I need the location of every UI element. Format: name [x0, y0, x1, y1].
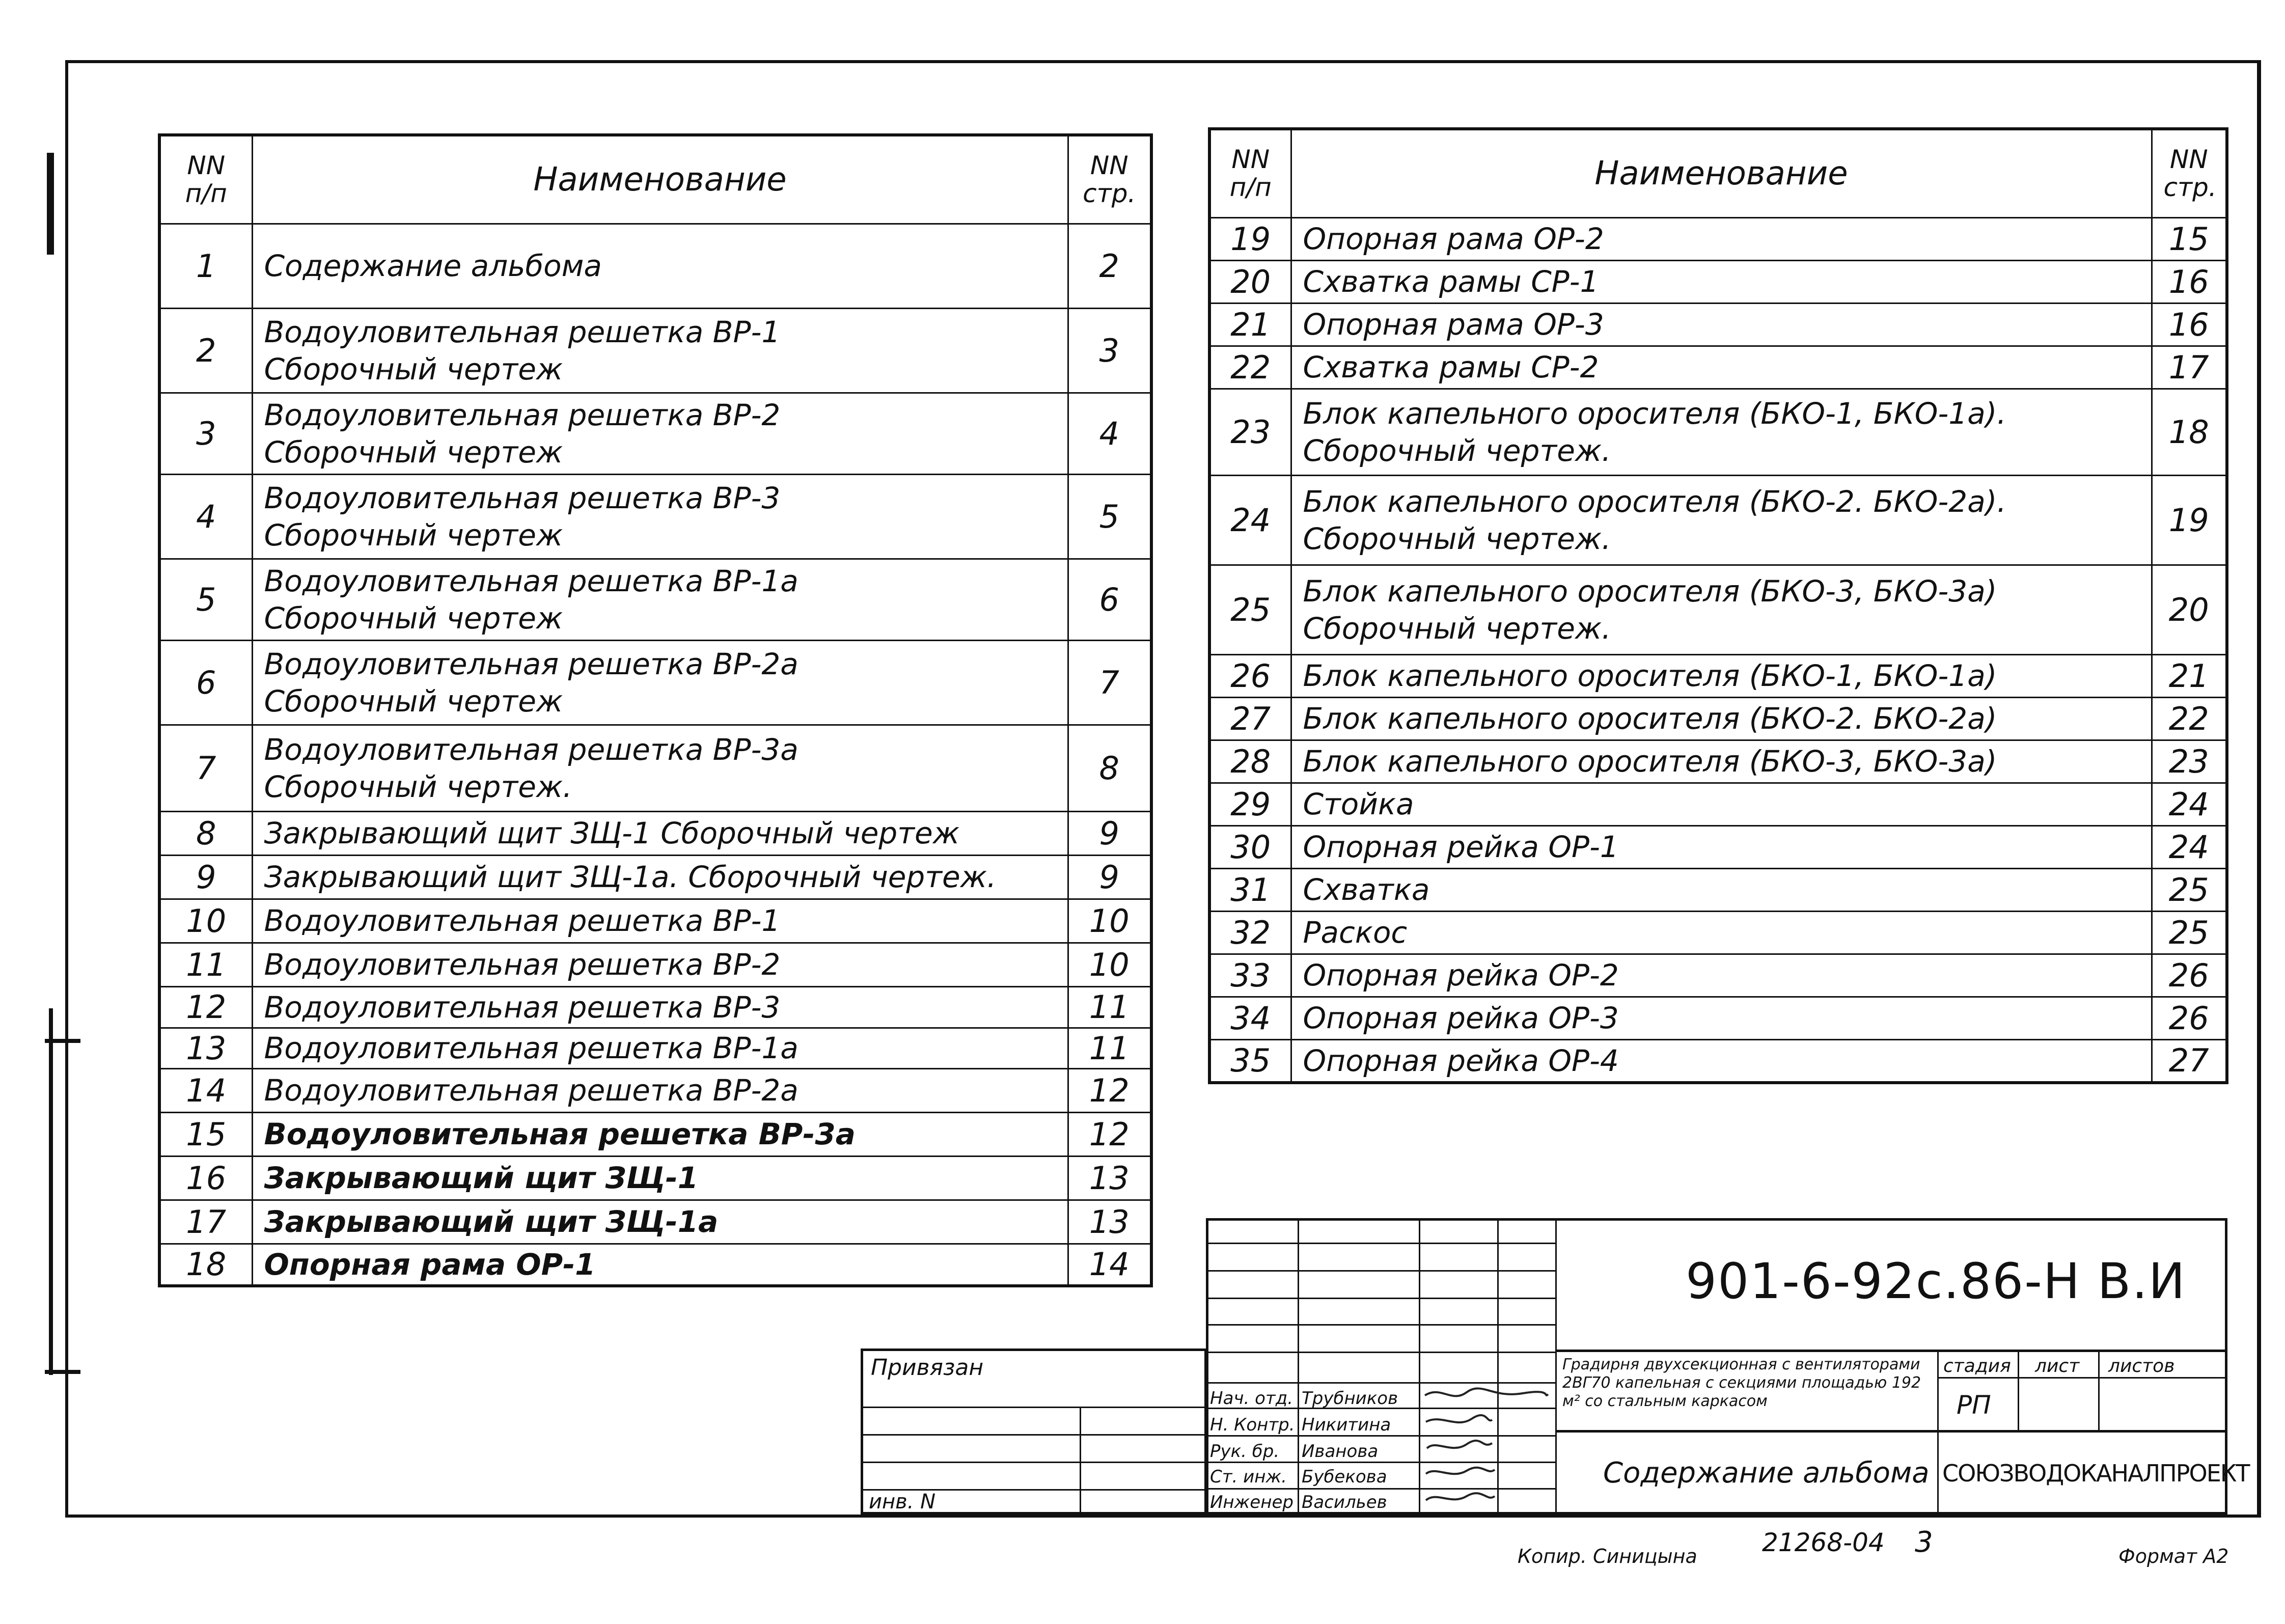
table-row [159, 812, 1151, 856]
row-page: 26 [2152, 997, 2227, 1040]
row-number: 28 [1209, 740, 1291, 783]
row-name-line2: Сборочный чертеж. [1303, 611, 1611, 646]
table-row [1209, 826, 2227, 869]
row-name: Закрывающий щит ЗЩ-1 Сборочный чертеж [252, 812, 1068, 856]
table-row [159, 856, 1151, 899]
row-number: 34 [1209, 997, 1291, 1040]
table-row [159, 1113, 1151, 1157]
sig-name: Никитина [1302, 1415, 1391, 1435]
row-page: 13 [1068, 1200, 1151, 1244]
row-number: 3 [159, 393, 252, 475]
grid-line [1937, 1350, 1939, 1515]
row-page: 19 [2152, 476, 2227, 565]
row-page: 26 [2152, 954, 2227, 997]
table-row [159, 987, 1151, 1028]
row-number: 19 [1209, 218, 1291, 261]
table-row [1209, 346, 2227, 389]
sig-name: Бубекова [1302, 1467, 1387, 1487]
table-row [1209, 655, 2227, 698]
row-page: 25 [2152, 869, 2227, 912]
sig-name: Иванова [1302, 1441, 1379, 1462]
row-name [1291, 389, 2152, 476]
row-number: 4 [159, 475, 252, 559]
row-number: 32 [1209, 912, 1291, 954]
row-page: 22 [2152, 698, 2227, 740]
copied-by: Копир. Синицына [1518, 1545, 1697, 1567]
row-name [252, 393, 1068, 475]
row-name-line1: Блок капельного оросителя (БКО-2. БКО-2а). [1303, 484, 2006, 519]
sheets-label: листов [2108, 1356, 2175, 1377]
grid-line [1080, 1407, 1081, 1515]
row-number: 8 [159, 812, 252, 856]
corner-mark [47, 153, 54, 255]
row-page: 20 [2152, 565, 2227, 655]
row-name: Закрывающий щит ЗЩ-1а [252, 1200, 1068, 1244]
table-row [1209, 912, 2227, 954]
row-page: 11 [1068, 1028, 1151, 1069]
document-code: 901-6-92с.86-Н В.И [1686, 1253, 2186, 1310]
table-row [159, 725, 1151, 812]
table-header [159, 135, 1151, 224]
row-name: Блок капельного оросителя (БКО-1, БКО-1а) [1291, 655, 2152, 698]
row-name: Опорная рейка ОР-4 [1291, 1040, 2152, 1083]
row-number: 17 [159, 1200, 252, 1244]
grid-line [1206, 1298, 1555, 1299]
row-number: 20 [1209, 261, 1291, 304]
row-name: Опорная рама ОР-1 [252, 1244, 1068, 1286]
row-name: Водоуловительная решетка ВР-2а [252, 1069, 1068, 1113]
row-page: 15 [2152, 218, 2227, 261]
row-page: 16 [2152, 304, 2227, 346]
row-page: 9 [1068, 856, 1151, 899]
grid-line [1555, 1218, 1557, 1515]
row-page: 4 [1068, 393, 1151, 475]
row-number: 25 [1209, 565, 1291, 655]
row-name: Схватка рамы СР-1 [1291, 261, 2152, 304]
row-name-line1: Блок капельного оросителя (БКО-3, БКО-3а) [1303, 574, 1997, 609]
grid-line [1206, 1270, 1555, 1272]
row-number: 24 [1209, 476, 1291, 565]
table-row [1209, 565, 2227, 655]
row-name: Блок капельного оросителя (БКО-3, БКО-3а) [1291, 740, 2152, 783]
row-name-line2: Сборочный чертеж. [1303, 521, 1611, 556]
header-name: Наименование [1291, 129, 2152, 218]
binding-label: Привязан [871, 1355, 984, 1381]
row-name: Стойка [1291, 783, 2152, 826]
row-name-line2: Сборочный чертеж. [1303, 433, 1611, 468]
row-number: 9 [159, 856, 252, 899]
grid-line [861, 1407, 1207, 1408]
row-number: 7 [159, 725, 252, 812]
row-name-line1: Водоуловительная решетка ВР-1 [264, 315, 781, 349]
table-row [1209, 218, 2227, 261]
row-number: 26 [1209, 655, 1291, 698]
row-name-line1: Водоуловительная решетка ВР-2а [264, 647, 799, 681]
row-name [252, 725, 1068, 812]
row-name-line2: Сборочный чертеж [264, 600, 563, 636]
sheet-title: Содержание альбома [1603, 1456, 1930, 1490]
sig-role: Инженер [1210, 1492, 1293, 1512]
row-number: 31 [1209, 869, 1291, 912]
sig-role: Нач. отд. [1210, 1388, 1293, 1409]
row-page: 10 [1068, 943, 1151, 987]
row-number: 1 [159, 224, 252, 309]
row-page: 12 [1068, 1113, 1151, 1157]
grid-line [1298, 1218, 1299, 1515]
row-number: 18 [159, 1244, 252, 1286]
table-row [159, 309, 1151, 393]
table-row [159, 1200, 1151, 1244]
row-number: 6 [159, 641, 252, 725]
signature-stroke [1426, 1415, 1492, 1422]
contents-table-right [1208, 127, 2228, 1084]
table-row [159, 559, 1151, 641]
grid-line [2098, 1350, 2100, 1430]
row-number: 23 [1209, 389, 1291, 476]
row-page: 12 [1068, 1069, 1151, 1113]
row-name [252, 641, 1068, 725]
header-name: Наименование [252, 135, 1068, 224]
row-number: 35 [1209, 1040, 1291, 1083]
row-number: 21 [1209, 304, 1291, 346]
row-number: 16 [159, 1157, 252, 1200]
row-page: 10 [1068, 899, 1151, 943]
row-name [1291, 565, 2152, 655]
table-row [159, 899, 1151, 943]
table-row [159, 641, 1151, 725]
row-page: 24 [2152, 783, 2227, 826]
signature-stroke [1427, 1441, 1492, 1448]
row-name: Опорная рейка ОР-1 [1291, 826, 2152, 869]
sig-name: Васильев [1302, 1492, 1387, 1512]
table-row [1209, 304, 2227, 346]
row-name [252, 309, 1068, 393]
table-row [159, 1028, 1151, 1069]
row-name-line1: Водоуловительная решетка ВР-3 [264, 481, 781, 515]
row-name-line2: Сборочный чертеж [264, 351, 563, 387]
row-number: 12 [159, 987, 252, 1028]
row-page: 25 [2152, 912, 2227, 954]
row-number: 10 [159, 899, 252, 943]
grid-line [2018, 1350, 2019, 1430]
row-name: Закрывающий щит ЗЩ-1а. Сборочный чертеж. [252, 856, 1068, 899]
row-number: 33 [1209, 954, 1291, 997]
row-name-line2: Сборочный чертеж [264, 434, 563, 470]
row-number: 2 [159, 309, 252, 393]
row-page: 21 [2152, 655, 2227, 698]
grid-line [1206, 1243, 1555, 1244]
table-row [159, 1157, 1151, 1200]
sig-role: Рук. бр. [1210, 1441, 1280, 1462]
grid-line [1555, 1430, 2227, 1433]
row-number: 5 [159, 559, 252, 641]
row-name: Схватка [1291, 869, 2152, 912]
signature-stroke [1426, 1468, 1495, 1474]
row-page: 18 [2152, 389, 2227, 476]
sheet-label: лист [2035, 1356, 2080, 1377]
table-row [159, 1244, 1151, 1286]
sheet-format: Формат А2 [2118, 1545, 2229, 1567]
row-number: 27 [1209, 698, 1291, 740]
row-name: Блок капельного оросителя (БКО-2. БКО-2а) [1291, 698, 2152, 740]
row-name: Содержание альбома [252, 224, 1068, 309]
row-number: 11 [159, 943, 252, 987]
table-row [1209, 1040, 2227, 1083]
table-row [159, 475, 1151, 559]
binding-margin-tick [45, 1039, 80, 1043]
row-page: 3 [1068, 309, 1151, 393]
grid-line [861, 1462, 1207, 1463]
row-page: 24 [2152, 826, 2227, 869]
row-number: 30 [1209, 826, 1291, 869]
row-name-line2: Сборочный чертеж. [264, 769, 572, 804]
row-page: 7 [1068, 641, 1151, 725]
table-row [159, 393, 1151, 475]
row-name: Раскос [1291, 912, 2152, 954]
table-row [1209, 261, 2227, 304]
table-row [1209, 476, 2227, 565]
grid-line [1937, 1377, 2227, 1379]
header-page: NN стр. [1068, 135, 1151, 224]
grid-line [861, 1434, 1207, 1436]
signature-scribbles [1421, 1383, 1553, 1513]
row-name [252, 559, 1068, 641]
row-name [252, 475, 1068, 559]
row-page: 8 [1068, 725, 1151, 812]
row-page: 9 [1068, 812, 1151, 856]
stage-label: стадия [1943, 1356, 2011, 1377]
row-name-line2: Сборочный чертеж [264, 517, 563, 553]
table-row [159, 943, 1151, 987]
row-number: 29 [1209, 783, 1291, 826]
row-name-line1: Блок капельного оросителя (БКО-1, БКО-1а). [1303, 396, 2006, 431]
sig-role: Ст. инж. [1210, 1467, 1287, 1487]
row-name: Закрывающий щит ЗЩ-1 [252, 1157, 1068, 1200]
row-page: 5 [1068, 475, 1151, 559]
header-number: NN п/п [159, 135, 252, 224]
row-name: Водоуловительная решетка ВР-1а [252, 1028, 1068, 1069]
grid-line [1206, 1352, 1555, 1353]
archive-number: 21268-04 [1762, 1528, 1885, 1557]
row-page: 11 [1068, 987, 1151, 1028]
grid-line [1555, 1350, 2227, 1352]
table-row [1209, 783, 2227, 826]
stage-value: РП [1957, 1390, 1991, 1420]
row-page: 23 [2152, 740, 2227, 783]
header-number: NN п/п [1209, 129, 1291, 218]
table-row [1209, 740, 2227, 783]
row-number: 15 [159, 1113, 252, 1157]
table-row [1209, 389, 2227, 476]
table-row [1209, 954, 2227, 997]
row-name-line2: Сборочный чертеж [264, 683, 563, 719]
row-name-line1: Водоуловительная решетка ВР-3а [264, 732, 799, 767]
row-page: 17 [2152, 346, 2227, 389]
row-number: 22 [1209, 346, 1291, 389]
row-number: 14 [159, 1069, 252, 1113]
row-name: Водоуловительная решетка ВР-2 [252, 943, 1068, 987]
signature-stroke [1426, 1493, 1495, 1500]
grid-line [1419, 1218, 1420, 1515]
row-name: Опорная рама ОР-2 [1291, 218, 2152, 261]
row-number: 13 [159, 1028, 252, 1069]
row-name: Водоуловительная решетка ВР-3 [252, 987, 1068, 1028]
contents-table-left [158, 133, 1153, 1287]
table-header [1209, 129, 2227, 218]
table-row [159, 1069, 1151, 1113]
row-name: Опорная рейка ОР-3 [1291, 997, 2152, 1040]
row-name [1291, 476, 2152, 565]
table-row [1209, 869, 2227, 912]
row-page: 27 [2152, 1040, 2227, 1083]
row-page: 14 [1068, 1244, 1151, 1286]
signature-stroke [1425, 1388, 1548, 1396]
sig-role: Н. Контр. [1210, 1415, 1295, 1435]
row-name: Опорная рама ОР-3 [1291, 304, 2152, 346]
row-name-line1: Водоуловительная решетка ВР-1а [264, 564, 799, 598]
inventory-label: инв. N [869, 1490, 936, 1513]
organization-name: СОЮЗВОДОКАНАЛПРОЕКТ [1942, 1460, 2249, 1487]
row-name-line1: Водоуловительная решетка ВР-2 [264, 398, 781, 432]
table-row [1209, 997, 2227, 1040]
row-name: Опорная рейка ОР-2 [1291, 954, 2152, 997]
row-page: 16 [2152, 261, 2227, 304]
sig-name: Трубников [1302, 1388, 1398, 1409]
row-page: 6 [1068, 559, 1151, 641]
table-row [1209, 698, 2227, 740]
row-name: Водоуловительная решетка ВР-3а [252, 1113, 1068, 1157]
row-page: 13 [1068, 1157, 1151, 1200]
project-description: Градирня двухсекционная с вентиляторами 2ВГ70 капельная с секциями площадью 192 м² со стальным каркасом [1562, 1356, 1921, 1410]
page-number: 3 [1915, 1526, 1933, 1559]
row-name: Схватка рамы СР-2 [1291, 346, 2152, 389]
table-row [159, 224, 1151, 309]
row-page: 2 [1068, 224, 1151, 309]
header-page: NN стр. [2152, 129, 2227, 218]
binding-margin-mark [49, 1008, 53, 1375]
binding-margin-tick-lower [45, 1370, 80, 1374]
grid-line [1206, 1324, 1555, 1326]
row-name: Водоуловительная решетка ВР-1 [252, 899, 1068, 943]
